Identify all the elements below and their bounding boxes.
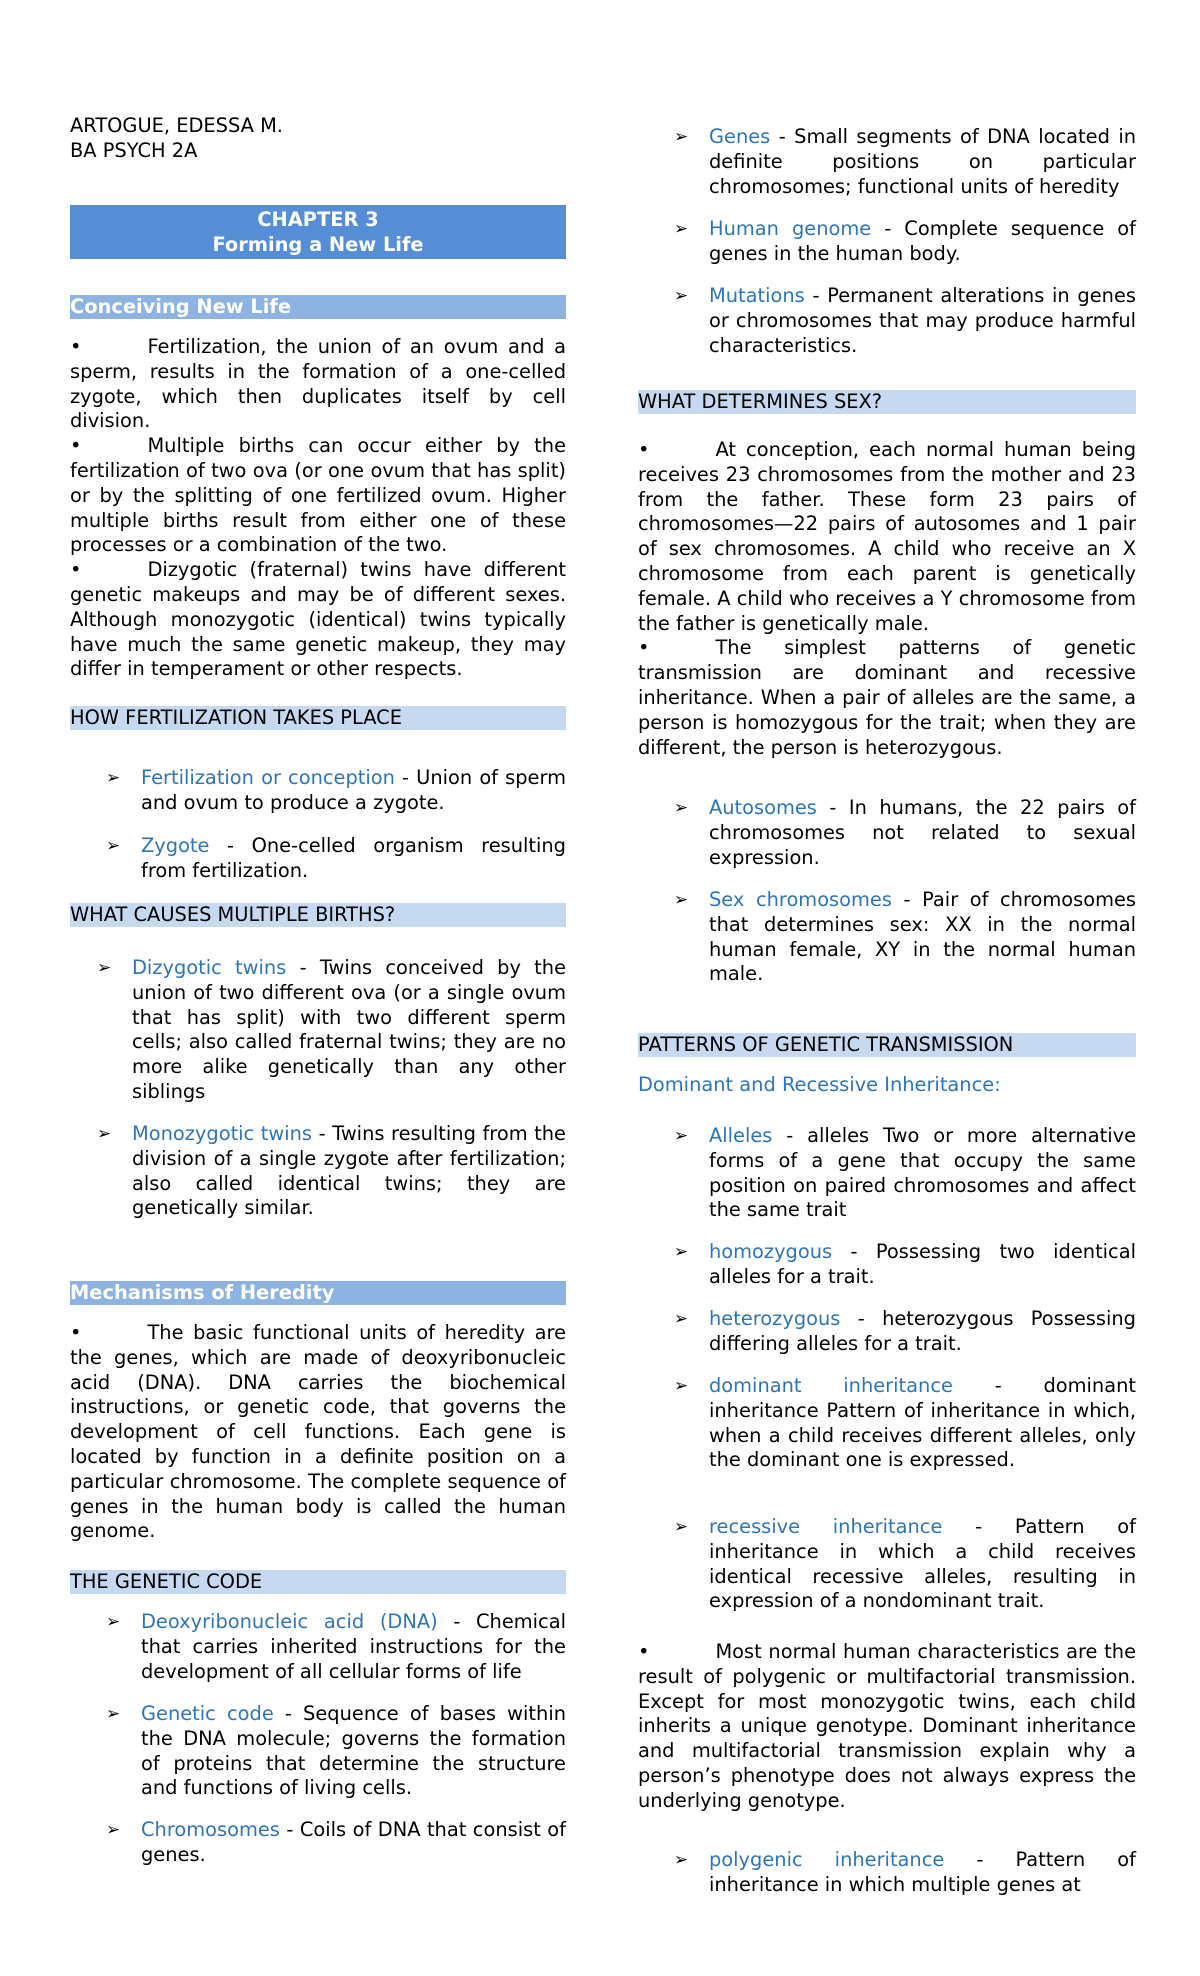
definition: - Pair of chromosomes that determines sex: XX in the normal human female, XY in the normal human male.	[709, 888, 1136, 986]
list-item	[638, 217, 1136, 267]
term: Dizygotic twins	[132, 956, 287, 979]
term: Chromosomes	[141, 1818, 280, 1841]
arrow-bullet-icon: ➢	[97, 958, 112, 978]
arrow-bullet-icon: ➢	[97, 1124, 112, 1144]
list-item	[638, 1848, 1136, 1898]
term: heterozygous	[709, 1307, 841, 1330]
definition: - Permanent alterations in genes or chromosomes that may produce harmful characteristics.	[709, 284, 1136, 357]
bullet-icon: •	[638, 1640, 650, 1663]
arrow-bullet-icon: ➢	[674, 1309, 689, 1329]
definition: - Complete sequence of genes in the human body.	[709, 217, 1136, 265]
paragraph-text: The basic functional units of heredity are the genes, which are made of deoxyribonucleic acid (DNA). DNA carries the biochemical instructions, or genetic code, that governs the development of cell functions. Each gene is located by function in a definite position on a particular chromosome. The complete sequence of genes in the human body is called the human genome.	[70, 1321, 566, 1543]
term: Autosomes	[709, 796, 817, 819]
arrow-bullet-icon: ➢	[106, 1820, 121, 1840]
bullet-icon: •	[70, 434, 82, 458]
arrow-bullet-icon: ➢	[674, 1850, 689, 1870]
term: Mutations	[709, 284, 805, 307]
arrow-bullet-icon: ➢	[106, 836, 121, 856]
conceiving-paragraphs	[70, 335, 566, 682]
term: Human genome	[709, 217, 872, 240]
definition: - Pattern of inheritance in which a child receives identical recessive alleles, resulting in expression of a nondominant trait.	[709, 1515, 1136, 1613]
list-item	[70, 766, 566, 816]
bullet-icon: •	[70, 558, 82, 582]
definition: - In humans, the 22 pairs of chromosomes not related to sexual expression.	[709, 796, 1136, 869]
arrow-bullet-icon: ➢	[674, 127, 689, 147]
paragraph-text: Fertilization, the union of an ovum and a sperm, results in the formation of a one-celled zygote, which then duplicates itself by cell division.	[70, 335, 566, 433]
paragraph	[638, 636, 1136, 760]
term: homozygous	[709, 1240, 833, 1263]
term: Deoxyribonucleic acid (DNA)	[141, 1610, 438, 1633]
definition: - Possessing two identical alleles for a trait.	[709, 1240, 1136, 1288]
paragraph-text: Most normal human characteristics are the result of polygenic or multifactorial transmission. Except for most monozygotic twins, each child inherits a unique genotype. Dominant inheritance and multifactorial transmission explain why a person’s phenotype does not always express the underlying genotype.	[638, 1640, 1136, 1812]
list-item	[70, 1702, 566, 1801]
arrow-bullet-icon: ➢	[674, 1242, 689, 1262]
bullet-icon: •	[638, 636, 650, 660]
arrow-bullet-icon: ➢	[674, 1376, 689, 1396]
definition: - Union of sperm and ovum to produce a zygote.	[141, 766, 567, 814]
list-item	[70, 1610, 566, 1684]
author-name: ARTOGUE, EDESSA M.	[70, 114, 283, 137]
section-heading-sex: WHAT DETERMINES SEX?	[638, 390, 1136, 414]
paragraph	[70, 434, 566, 558]
bullet-icon: •	[70, 1321, 82, 1344]
list-item	[638, 888, 1136, 987]
subheading-dominant-recessive: Dominant and Recessive Inheritance:	[638, 1073, 1001, 1096]
list-item	[638, 284, 1136, 358]
term: Fertilization or conception	[141, 766, 395, 789]
list-item	[638, 1124, 1136, 1223]
term: recessive inheritance	[709, 1515, 943, 1538]
author-course: BA PSYCH 2A	[70, 139, 198, 162]
chapter-number: CHAPTER 3	[257, 208, 379, 231]
list-item	[638, 125, 1136, 199]
definition: - alleles Two or more alternative forms of a gene that occupy the same position on paired chromosomes and affect the same trait	[709, 1124, 1136, 1222]
chapter-title: Forming a New Life	[212, 233, 424, 256]
arrow-bullet-icon: ➢	[106, 1612, 121, 1632]
list-item	[70, 1122, 566, 1221]
arrow-bullet-icon: ➢	[674, 219, 689, 239]
term: Genetic code	[141, 1702, 274, 1725]
bullet-icon: •	[70, 335, 82, 358]
section-heading-fertilization: HOW FERTILIZATION TAKES PLACE	[70, 706, 566, 730]
definition: - Small segments of DNA located in definite positions on particular chromosomes; functional units of heredity	[709, 125, 1136, 198]
arrow-bullet-icon: ➢	[674, 1517, 689, 1537]
term: dominant inheritance	[709, 1374, 953, 1397]
term: Genes	[709, 125, 771, 148]
definition: - Pattern of inheritance in which multiple genes at	[709, 1848, 1136, 1896]
term: polygenic inheritance	[709, 1848, 945, 1871]
paragraph	[70, 335, 566, 434]
term: Zygote	[141, 834, 210, 857]
paragraph-text: At conception, each normal human being receives 23 chromosomes from the mother and 23 from the father. These form 23 pairs of chromosomes—22 pairs of autosomes and 1 pair of sex chromosomes. A child who receive an X chromosome from each parent is genetically female. A child who receives a Y chromosome from the father is genetically male.	[638, 438, 1136, 635]
paragraph-text: Multiple births can occur either by the fertilization of two ova (or one ovum that has split) or by the splitting of one fertilized ovum. Higher multiple births result from either one of these processes or a combination of the two.	[70, 434, 566, 557]
definition: - Chemical that carries inherited instructions for the development of all cellular forms of life	[141, 1610, 566, 1683]
arrow-bullet-icon: ➢	[674, 798, 689, 818]
paragraph-text: Dizygotic (fraternal) twins have different genetic makeups and may be of different sexes. Although monozygotic (identical) twins typically have much the same genetic makeup, they may differ in temperament or other respects.	[70, 558, 566, 681]
definition: - dominant inheritance Pattern of inheritance in which, when a child receives different alleles, only the dominant one is expressed.	[709, 1374, 1136, 1472]
chapter-title-box	[70, 205, 566, 259]
section-heading-genetic-code: THE GENETIC CODE	[70, 1570, 566, 1594]
section-heading-conceiving: Conceiving New Life	[70, 295, 566, 319]
paragraph	[638, 438, 1136, 636]
heredity-paragraph	[70, 1321, 566, 1544]
list-item	[70, 834, 566, 884]
definition: - Twins conceived by the union of two different ova (or a single ovum that has split) with two different sperm cells; also called fraternal twins; they are no more alike genetically than any other siblings	[132, 956, 567, 1103]
bullet-icon: •	[638, 438, 650, 461]
patterns-paragraph	[638, 1640, 1136, 1814]
definition: - heterozygous Possessing differing alleles for a trait.	[709, 1307, 1136, 1355]
section-heading-multiple-births: WHAT CAUSES MULTIPLE BIRTHS?	[70, 903, 566, 927]
arrow-bullet-icon: ➢	[674, 890, 689, 910]
paragraph	[70, 558, 566, 682]
arrow-bullet-icon: ➢	[674, 286, 689, 306]
list-item	[70, 956, 566, 1105]
term: Sex chromosomes	[709, 888, 892, 911]
definition: - Sequence of bases within the DNA molecule; governs the formation of proteins that determine the structure and functions of living cells.	[141, 1702, 566, 1800]
definition: - One-celled organism resulting from fertilization.	[141, 834, 566, 882]
term: Alleles	[709, 1124, 773, 1147]
definition: - Coils of DNA that consist of genes.	[141, 1818, 566, 1866]
list-item	[638, 1374, 1136, 1473]
definition: - Twins resulting from the division of a single zygote after fertilization; also called identical twins; they are genetically similar.	[132, 1122, 566, 1220]
sex-paragraphs	[638, 438, 1136, 760]
term: Monozygotic twins	[132, 1122, 313, 1145]
arrow-bullet-icon: ➢	[674, 1126, 689, 1146]
list-item	[70, 1818, 566, 1868]
arrow-bullet-icon: ➢	[106, 1704, 121, 1724]
list-item	[638, 1240, 1136, 1290]
list-item	[638, 1307, 1136, 1357]
section-heading-patterns: PATTERNS OF GENETIC TRANSMISSION	[638, 1033, 1136, 1057]
arrow-bullet-icon: ➢	[106, 768, 121, 788]
list-item	[638, 1515, 1136, 1614]
list-item	[638, 796, 1136, 870]
paragraph-text: The simplest patterns of genetic transmission are dominant and recessive inheritance. When a pair of alleles are the same, a person is homozygous for the trait; when they are different, the person is heterozygous.	[638, 636, 1136, 759]
section-heading-heredity: Mechanisms of Heredity	[70, 1281, 566, 1305]
